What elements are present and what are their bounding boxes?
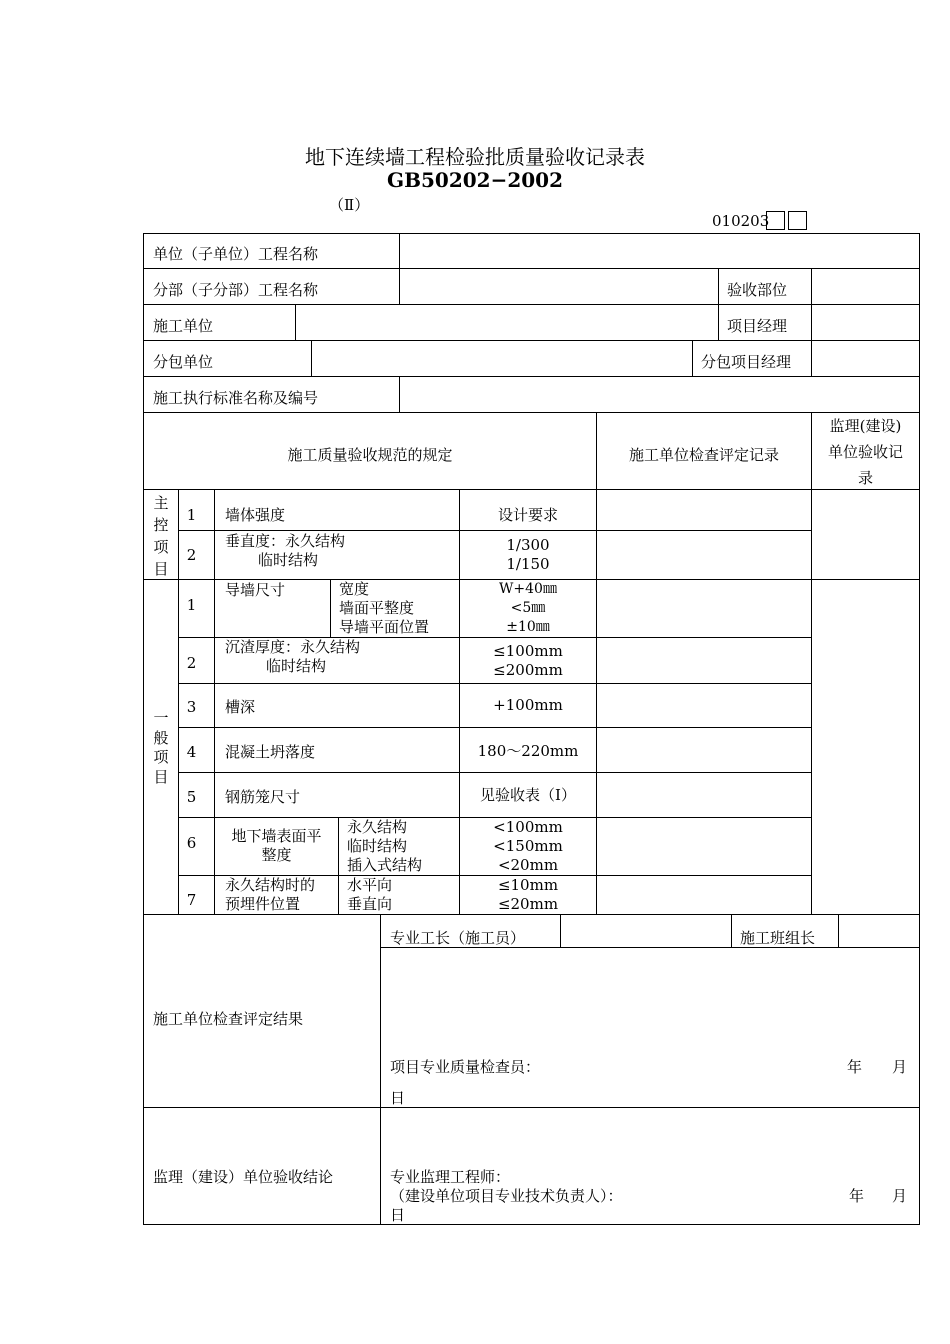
general-row-6-sub: 永久结构 xyxy=(347,818,408,836)
general-row-1-sub: 宽度 xyxy=(339,580,370,598)
main-items-label: 项 xyxy=(153,538,169,556)
project-manager-field[interactable] xyxy=(812,305,919,340)
main-row-2-item: 临时结构 xyxy=(258,551,319,569)
general-row-3-item: 槽深 xyxy=(225,698,256,716)
acceptance-part-label: 验收部位 xyxy=(727,281,788,299)
general-row-6-sub: 插入式结构 xyxy=(347,856,423,874)
main-items-label: 目 xyxy=(153,560,169,578)
code-box-2[interactable] xyxy=(788,211,807,230)
spec-column-header: 施工质量验收规范的规定 xyxy=(287,446,453,464)
result-day: 日 xyxy=(390,1089,406,1107)
general-row-7-req: ≤20mm xyxy=(497,895,559,913)
general-row-6-no: 6 xyxy=(186,834,197,852)
main-items-label: 控 xyxy=(153,516,169,534)
subcontractor-field[interactable] xyxy=(312,341,692,376)
general-row-1-req: W+40㎜ xyxy=(499,581,557,597)
general-row-7-item: 永久结构时的 xyxy=(225,876,316,894)
result-label: 施工单位检查评定结果 xyxy=(153,1010,304,1028)
acceptance-part-field[interactable] xyxy=(812,269,919,304)
conclusion-year: 年 xyxy=(849,1187,865,1205)
general-row-1-no: 1 xyxy=(186,596,197,614)
supervisor-column-header-3: 录 xyxy=(857,469,873,487)
general-row-5-no: 5 xyxy=(186,788,197,806)
team-leader-field[interactable] xyxy=(839,915,919,947)
general-items-label: 目 xyxy=(153,768,169,786)
check-column-header: 施工单位检查评定记录 xyxy=(628,446,779,464)
conclusion-day: 日 xyxy=(390,1206,406,1224)
result-year: 年 xyxy=(847,1058,863,1076)
general-row-4-item: 混凝土坍落度 xyxy=(225,743,316,761)
supervisor-record-cell[interactable] xyxy=(812,580,919,914)
engineer-label: 专业监理工程师： xyxy=(390,1168,511,1186)
inspector-label: 项目专业质量检查员： xyxy=(390,1058,541,1076)
supervisor-record-cell[interactable] xyxy=(812,490,919,579)
general-row-6-req: <150mm xyxy=(493,837,563,855)
standard-field[interactable] xyxy=(400,377,919,412)
general-row-2-no: 2 xyxy=(186,654,197,672)
sub-project-field[interactable] xyxy=(400,269,718,304)
general-row-7-no: 7 xyxy=(186,891,197,909)
main-items-label: 主 xyxy=(153,494,169,512)
foreman-label: 专业工长（施工员） xyxy=(390,929,526,947)
contractor-label: 施工单位 xyxy=(153,317,214,335)
unit-project-field[interactable] xyxy=(400,234,919,268)
code-box-1[interactable] xyxy=(766,211,785,230)
general-row-1-sub: 墙面平整度 xyxy=(339,599,415,617)
general-row-2-req: ≤200mm xyxy=(493,661,563,679)
sub-pm-label: 分包项目经理 xyxy=(701,353,792,371)
general-row-7-item: 预埋件位置 xyxy=(225,895,301,913)
general-row-6-req: <20mm xyxy=(497,856,559,874)
conclusion-label: 监理（建设）单位验收结论 xyxy=(153,1168,334,1186)
general-items-label: 一 xyxy=(153,709,169,727)
general-row-7-sub: 水平向 xyxy=(347,876,393,894)
general-row-2-item: 沉渣厚度：永久结构 xyxy=(225,638,361,656)
foreman-field[interactable] xyxy=(561,915,731,947)
main-row-2-no: 2 xyxy=(186,546,197,564)
general-row-5-item: 钢筋笼尺寸 xyxy=(225,788,301,806)
volume-marker: （Ⅱ） xyxy=(329,196,370,214)
general-row-6-sub: 临时结构 xyxy=(347,837,408,855)
result-month: 月 xyxy=(892,1058,908,1076)
general-row-7-sub: 垂直向 xyxy=(347,895,393,913)
owner-tech-label: （建设单位项目专业技术负责人）： xyxy=(390,1187,623,1205)
general-row-3-no: 3 xyxy=(186,698,197,716)
main-row-2-req: 1/300 xyxy=(506,536,550,554)
form-title: 地下连续墙工程检验批质量验收记录表 xyxy=(305,145,645,169)
general-row-1-req: ±10㎜ xyxy=(506,619,550,635)
main-row-2-req: 1/150 xyxy=(506,555,550,573)
check-record-cell[interactable] xyxy=(597,490,811,530)
supervisor-column-header-2: 单位验收记 xyxy=(827,443,903,461)
main-row-2-item: 垂直度：永久结构 xyxy=(225,532,346,550)
project-manager-label: 项目经理 xyxy=(727,317,788,335)
standard-code: GB50202−2002 xyxy=(387,168,563,192)
general-row-1-req: <5㎜ xyxy=(510,600,546,616)
general-row-6-req: <100mm xyxy=(493,818,563,836)
main-row-1-req: 设计要求 xyxy=(497,506,558,524)
general-row-4-req: 180～220mm xyxy=(477,742,579,760)
general-row-2-item: 临时结构 xyxy=(266,657,327,675)
general-row-5-req: 见验收表（Ⅰ） xyxy=(480,786,576,804)
unit-project-label: 单位（子单位）工程名称 xyxy=(153,245,319,263)
sub-project-label: 分部（子分部）工程名称 xyxy=(153,281,319,299)
main-row-1-item: 墙体强度 xyxy=(225,506,286,524)
general-row-1-item: 导墙尺寸 xyxy=(225,581,286,599)
main-row-1-no: 1 xyxy=(186,506,197,524)
general-row-4-no: 4 xyxy=(186,743,197,761)
check-record-cell[interactable] xyxy=(597,531,811,579)
supervisor-column-header-1: 监理(建设) xyxy=(829,417,902,435)
general-row-2-req: ≤100mm xyxy=(493,642,563,660)
standard-label: 施工执行标准名称及编号 xyxy=(153,389,319,407)
subcontractor-label: 分包单位 xyxy=(153,353,214,371)
form-code: 010203 xyxy=(712,212,770,230)
conclusion-month: 月 xyxy=(892,1187,908,1205)
general-row-6-item: 整度 xyxy=(261,846,292,864)
general-row-6-item: 地下墙表面平 xyxy=(231,827,322,845)
general-row-7-req: ≤10mm xyxy=(497,876,559,894)
sub-pm-field[interactable] xyxy=(812,341,919,376)
contractor-field[interactable] xyxy=(296,305,718,340)
general-row-1-sub: 导墙平面位置 xyxy=(339,618,430,636)
general-items-label: 项 xyxy=(153,748,169,766)
team-leader-label: 施工班组长 xyxy=(740,929,816,947)
general-row-3-req: +100mm xyxy=(493,696,563,714)
general-items-label: 般 xyxy=(153,729,169,747)
